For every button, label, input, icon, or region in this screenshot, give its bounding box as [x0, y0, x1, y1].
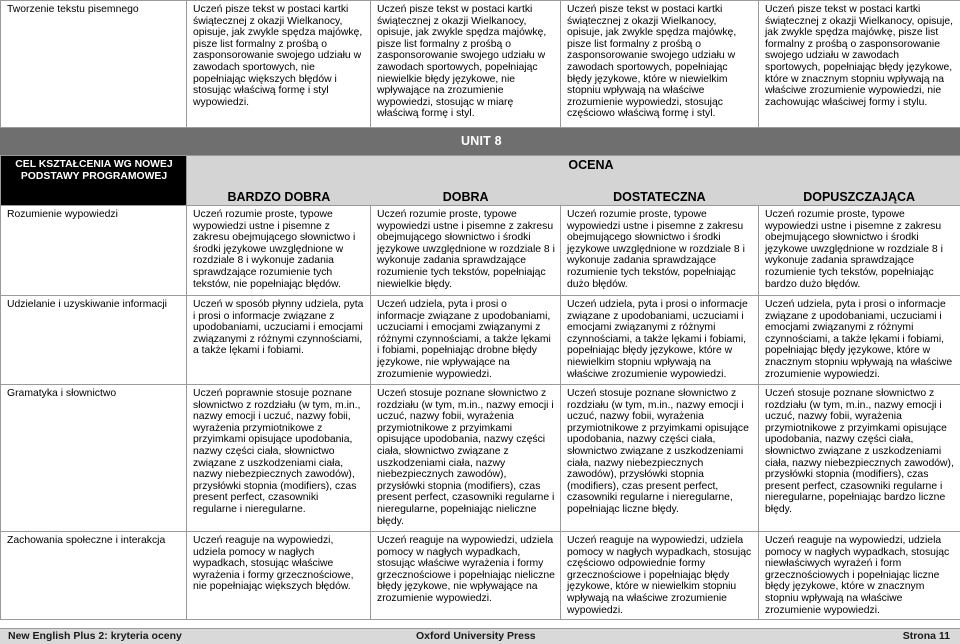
writing-criteria-table — [0, 0, 960, 128]
criteria-cell: Uczeń rozumie proste, typowe wypowiedzi ustne i pisemne z zakresu obejmującego słownictwo i środki językowe uwzględnione w rozdziale 8 i wykonuje zadania sprawdzające rozumienie tych tekstów, popełniając niewielkie błędy. — [371, 206, 561, 296]
row-label: Tworzenie tekstu pisemnego — [1, 1, 187, 128]
grade-label: DOSTATECZNA — [561, 192, 759, 204]
row-label: Udzielanie i uzyskiwanie informacji — [1, 296, 187, 385]
table-row — [1, 1, 960, 128]
criteria-cell: Uczeń w sposób płynny udziela, pyta i prosi o informacje związane z upodobaniami, uczuciami i emocjami związanymi z różnymi czynnościami, a także lękami i fobiami. — [187, 296, 371, 385]
ocena-label: OCENA — [187, 160, 960, 172]
grades-header — [187, 156, 960, 206]
grade-label: DOPUSZCZAJĄCA — [758, 192, 960, 204]
criteria-cell: Uczeń reaguje na wypowiedzi, udziela pomocy w nagłych wypadkach, stosując niewłaściwych wyrażeń i form grzecznościowych i popełniając liczne błędy językowe, które w znacznym stopniu wpływają na właściwe zrozumienie wypowiedzi. — [759, 532, 960, 620]
table-row — [1, 296, 960, 385]
criteria-cell: Uczeń stosuje poznane słownictwo z rozdziału (w tym, m.in., nazwy emocji i uczuć, nazwy fobii, wyrażenia przymiotnikowe z przyimkami opisujące upodobania, nazwy części ciała, słownictwo związane z uszkodzeniami ciała, nazwy niebezpiecznych zawodów), przysłówki stopnia (modifiers), czas present perfect, czasowniki regularne i nieregularne, popełniając liczne błędy. — [561, 385, 759, 532]
criteria-cell: Uczeń reaguje na wypowiedzi, udziela pomocy w nagłych wypadkach, stosując częściowo odpowiednie formy grzecznościowe i popełniając błędy językowe, które w niewielkim stopniu wpływają na właściwe zrozumienie wypowiedzi. — [561, 532, 759, 620]
criteria-cell: Uczeń stosuje poznane słownictwo z rozdziału (w tym, m.in., nazwy emocji i uczuć, nazwy fobii, wyrażenia przymiotnikowe z przyimkami opisujące upodobania, nazwy części ciała, słownictwo związane z uszkodzeniami ciała, nazwy niebezpiecznych zawodów), przysłówki stopnia (modifiers), czas present perfect, czasowniki regularne i nieregularne, popełniając nieliczne błędy. — [371, 385, 561, 532]
criteria-cell: Uczeń stosuje poznane słownictwo z rozdziału (w tym, m.in., nazwy emocji i uczuć, nazwy fobii, wyrażenia przymiotnikowe z przyimkami opisujące upodobania, nazwy części ciała, słownictwo związane z uszkodzeniami ciała, nazwy niebezpiecznych zawodów), przysłówki stopnia (modifiers), czas present perfect, czasowniki regularne i nieregularne, popełniając bardzo liczne błędy. — [759, 385, 960, 532]
grade-labels — [187, 192, 960, 204]
criteria-cell: Uczeń pisze tekst w postaci kartki świątecznej z okazji Wielkanocy, opisuje, jak zwykle spędza majówkę, pisze list formalny z prośbą o zasponsorowanie swojego udziału w zawodach sportowych, nie popełniając większych błędów i stosując właściwą formę i styl wypowiedzi. — [187, 1, 371, 128]
criteria-cell: Uczeń pisze tekst w postaci kartki świątecznej z okazji Wielkanocy, opisuje, jak zwykle spędza majówkę, pisze list formalny z prośbą o zasponsorowanie swojego udziału w zawodach sportowych, popełniając błędy językowe, które w niewielkim stopniu wpływają na właściwe zrozumienie wypowiedzi, stosując częściowo właściwą formę i styl. — [561, 1, 759, 128]
table-row — [1, 385, 960, 532]
criteria-cell: Uczeń udziela, pyta i prosi o informacje związane z upodobaniami, uczuciami i emocjami związanymi z różnymi czynnościami, a także lękami i fobiami, popełniając drobne błędy językowe, nie wpływające na zrozumienie wypowiedzi. — [371, 296, 561, 385]
table-row — [1, 532, 960, 620]
grade-label: DOBRA — [371, 192, 561, 204]
footer-publisher: Oxford University Press — [416, 630, 536, 642]
criteria-cell: Uczeń udziela, pyta i prosi o informacje związane z upodobaniami, uczuciami i emocjami związanymi z różnymi czynnościami, a także lękami i fobiami, popełniając błędy językowe, które w niewielkim stopniu wpływają na właściwe zrozumienie wypowiedzi. — [561, 296, 759, 385]
row-label: Zachowania społeczne i interakcja — [1, 532, 187, 620]
criteria-cell: Uczeń pisze tekst w postaci kartki świątecznej z okazji Wielkanocy, opisuje, jak zwykle spędza majówkę, pisze list formalny z prośbą o zasponsorowanie swojego udziału w zawodach sportowych, popełniając niewielkie błędy językowe, nie wpływające na zrozumienie wypowiedzi, stosując w miarę właściwą formę i styl. — [371, 1, 561, 128]
row-label: Gramatyka i słownictwo — [1, 385, 187, 532]
footer-title: New English Plus 2: kryteria oceny — [8, 630, 182, 642]
criteria-cell: Uczeń rozumie proste, typowe wypowiedzi ustne i pisemne z zakresu obejmującego słownictwo i środki językowe uwzględnione w rozdziale 8 i wykonuje zadania sprawdzające rozumienie tych tekstów, popełniając bardzo dużo błędów. — [759, 206, 960, 296]
table-row — [1, 206, 960, 296]
criteria-cell: Uczeń udziela, pyta i prosi o informacje związane z upodobaniami, uczuciami i emocjami związanymi z różnymi czynnościami, a także lękami i fobiami, popełniając błędy językowe, które w znacznym stopniu wpływają na właściwe zrozumienie wypowiedzi. — [759, 296, 960, 385]
criteria-cell: Uczeń reaguje na wypowiedzi, udziela pomocy w nagłych wypadkach, stosując właściwe wyrażenia i formy grzecznościowe i popełniając nieliczne błędy językowe, nie wpływające na zrozumienie wypowiedzi. — [371, 532, 561, 620]
criteria-cell: Uczeń rozumie proste, typowe wypowiedzi ustne i pisemne z zakresu obejmującego słownictwo i środki językowe uwzględnione w rozdziale 8 i wykonuje zadania sprawdzające rozumienie tych tekstów, nie popełniając błędów. — [187, 206, 371, 296]
unit-title: UNIT 8 — [461, 134, 502, 148]
criteria-table — [0, 155, 960, 620]
page-footer — [0, 628, 960, 644]
goal-header: CEL KSZTAŁCENIA WG NOWEJ PODSTAWY PROGRAMOWEJ — [1, 156, 187, 206]
criteria-cell: Uczeń rozumie proste, typowe wypowiedzi ustne i pisemne z zakresu obejmującego słownictwo i środki językowe uwzględnione w rozdziale 8 i wykonuje zadania sprawdzające rozumienie tych tekstów, popełniając dużo błędów. — [561, 206, 759, 296]
criteria-cell: Uczeń reaguje na wypowiedzi, udziela pomocy w nagłych wypadkach, stosując właściwe wyrażenia i formy grzecznościowe, nie popełniając większych błędów. — [187, 532, 371, 620]
footer-page-number: Strona 11 — [903, 630, 950, 642]
criteria-cell: Uczeń pisze tekst w postaci kartki świątecznej z okazji Wielkanocy, opisuje, jak zwykle spędza majówkę, pisze list formalny z prośbą o zasponsorowanie swojego udziału w zawodach sportowych, popełniając błędy językowe, które w znacznym stopniu wpływają na właściwe zrozumienie wypowiedzi, nie zachowując właściwej formy i stylu. — [759, 1, 960, 128]
criteria-cell: Uczeń poprawnie stosuje poznane słownictwo z rozdziału (w tym, m.in., nazwy emocji i uczuć, nazwy fobii, wyrażenia przymiotnikowe z przyimkami opisujące upodobania, nazwy części ciała, słownictwo związane z uszkodzeniami ciała, nazwy niebezpiecznych zawodów), przysłówki stopnia (modifiers), czas present perfect, czasowniki regularne i nieregularne. — [187, 385, 371, 532]
header-row — [1, 156, 960, 206]
grade-label: BARDZO DOBRA — [187, 192, 371, 204]
row-label: Rozumienie wypowiedzi — [1, 206, 187, 296]
